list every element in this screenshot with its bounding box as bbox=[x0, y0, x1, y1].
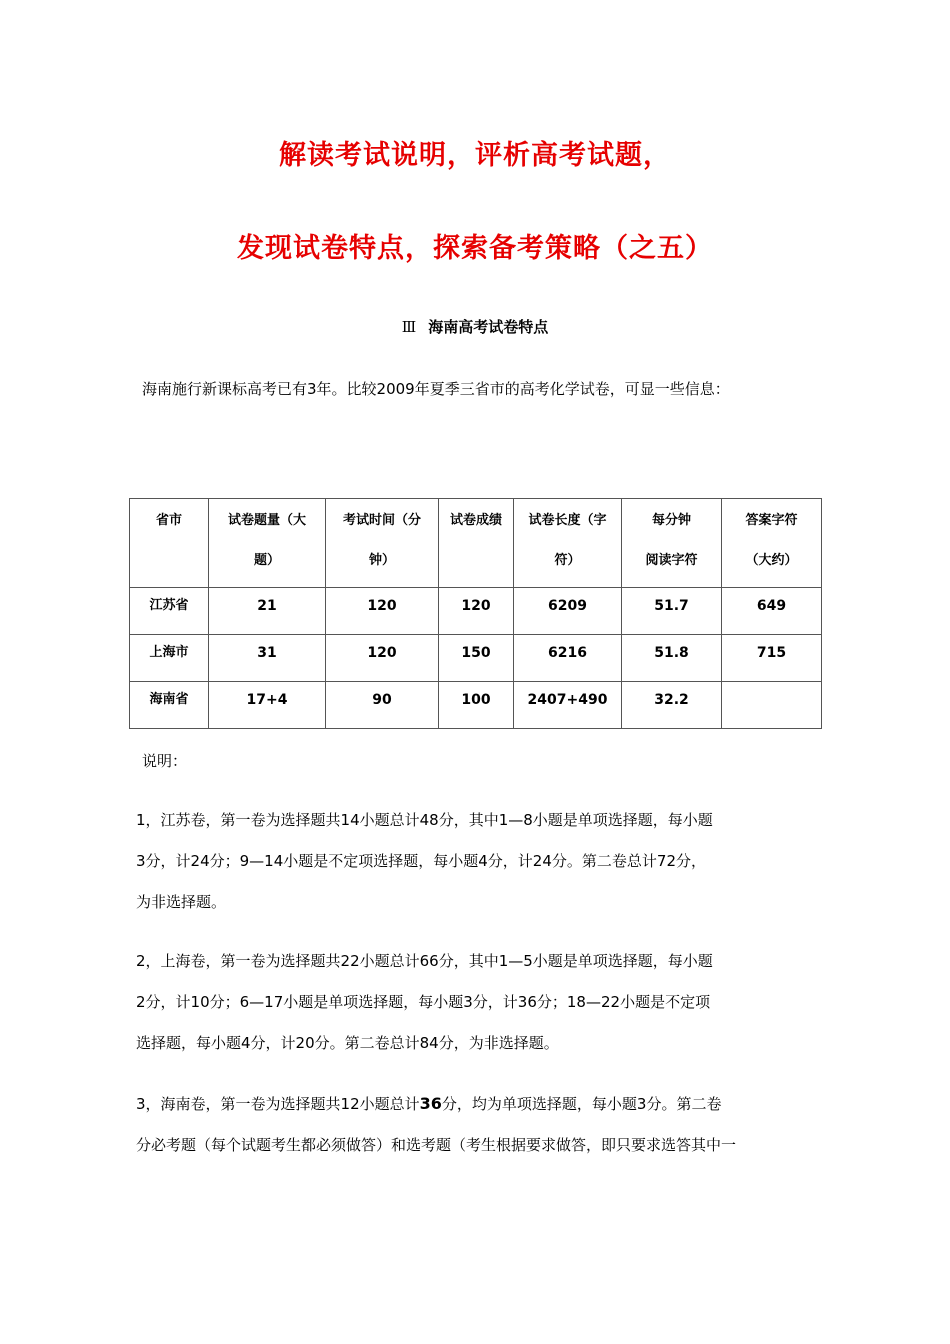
paragraph-line: 3，海南卷，第一卷为选择题共12小题总计36分，均为单项选择题，每小题3分。第二卷 bbox=[136, 1094, 722, 1113]
notes-label: 说明： bbox=[142, 752, 188, 770]
table-cell: 32.2 bbox=[622, 682, 722, 729]
table-cell: 6216 bbox=[514, 635, 622, 682]
section-title: 海南高考试卷特点 bbox=[428, 318, 549, 336]
header-chars-per-minute: 每分钟 阅读字符 bbox=[622, 499, 722, 588]
header-province: 省市 bbox=[130, 499, 209, 588]
bold-score: 36 bbox=[419, 1094, 442, 1113]
table-row bbox=[130, 588, 822, 635]
table-cell: 江苏省 bbox=[130, 588, 209, 635]
note-paragraph-hainan bbox=[136, 1083, 826, 1166]
table-cell: 715 bbox=[722, 635, 822, 682]
table-cell bbox=[722, 682, 822, 729]
note-paragraph-shanghai bbox=[136, 941, 826, 1064]
header-paper-length: 试卷长度（字 符） bbox=[514, 499, 622, 588]
paragraph-line: 3分，计24分；9—14小题是不定项选择题，每小题4分，计24分。第二卷总计72分， bbox=[136, 852, 706, 870]
table-cell: 17+4 bbox=[209, 682, 326, 729]
section-number: Ⅲ bbox=[401, 318, 417, 336]
header-score: 试卷成绩 bbox=[439, 499, 514, 588]
table-header-row bbox=[130, 499, 822, 588]
note-paragraph-jiangsu bbox=[136, 800, 826, 923]
intro-paragraph: 海南施行新课标高考已有3年。比较2009年夏季三省市的高考化学试卷，可显一些信息： bbox=[142, 380, 730, 398]
table-cell: 120 bbox=[439, 588, 514, 635]
header-exam-time: 考试时间（分 钟） bbox=[326, 499, 439, 588]
table-cell: 31 bbox=[209, 635, 326, 682]
table-row bbox=[130, 635, 822, 682]
table-cell: 海南省 bbox=[130, 682, 209, 729]
document-title-line-2: 发现试卷特点，探索备考策略（之五） bbox=[237, 233, 713, 264]
comparison-table bbox=[129, 498, 822, 729]
table-cell: 21 bbox=[209, 588, 326, 635]
table-cell: 649 bbox=[722, 588, 822, 635]
table-cell: 120 bbox=[326, 635, 439, 682]
table-cell: 100 bbox=[439, 682, 514, 729]
section-heading bbox=[0, 316, 950, 337]
table-cell: 90 bbox=[326, 682, 439, 729]
paragraph-line: 为非选择题。 bbox=[136, 893, 227, 911]
table-cell: 2407+490 bbox=[514, 682, 622, 729]
document-title-line-1: 解读考试说明，评析高考试题， bbox=[279, 140, 671, 171]
paragraph-line: 分必考题（每个试题考生都必须做答）和选考题（考生根据要求做答，即只要求选答其中一 bbox=[136, 1136, 737, 1154]
table-cell: 120 bbox=[326, 588, 439, 635]
paragraph-line: 选择题，每小题4分，计20分。第二卷总计84分，为非选择题。 bbox=[136, 1034, 559, 1052]
table-cell: 150 bbox=[439, 635, 514, 682]
table-cell: 上海市 bbox=[130, 635, 209, 682]
header-answer-chars: 答案字符 （大约） bbox=[722, 499, 822, 588]
table-cell: 6209 bbox=[514, 588, 622, 635]
table-cell: 51.8 bbox=[622, 635, 722, 682]
paragraph-line: 2分，计10分；6—17小题是单项选择题，每小题3分，计36分；18—22小题是不定项 bbox=[136, 993, 711, 1011]
paragraph-line: 2，上海卷，第一卷为选择题共22小题总计66分，其中1—5小题是单项选择题，每小题 bbox=[136, 952, 713, 970]
paragraph-line: 1，江苏卷，第一卷为选择题共14小题总计48分，其中1—8小题是单项选择题，每小题 bbox=[136, 811, 713, 829]
header-question-count: 试卷题量（大 题） bbox=[209, 499, 326, 588]
table-row bbox=[130, 682, 822, 729]
table-cell: 51.7 bbox=[622, 588, 722, 635]
